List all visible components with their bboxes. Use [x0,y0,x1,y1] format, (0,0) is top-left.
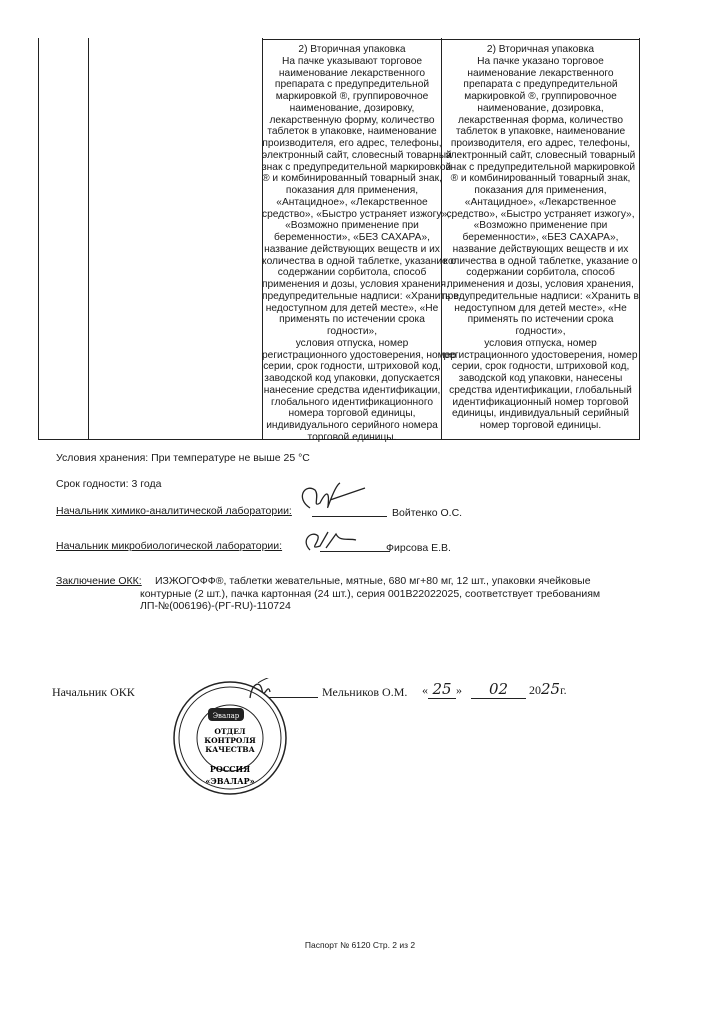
table-divider [88,38,89,440]
svg-text:КОНТРОЛЯ: КОНТРОЛЯ [204,736,256,745]
storage-conditions: Условия хранения: При температуре не выше 25 °С [56,452,310,464]
svg-text:«ЭВАЛАР»: «ЭВАЛАР» [205,776,255,786]
svg-text:РОССИЯ: РОССИЯ [209,764,251,774]
cell-line: «Возможно применение при [473,220,608,232]
cell-line: знак с предупредительной маркировкой [445,161,636,173]
cell-line: средства идентификации, глобальный [449,384,632,396]
chem-lab-label: Начальник химико-аналитической лаборатории: [56,505,292,517]
cell-line: условия отпуска, номер [484,337,597,349]
cell-line: нанесение средства идентификации, [263,384,441,396]
conclusion-label: Заключение ОКК: [56,575,142,587]
okk-head-label: Начальник ОКК [52,685,135,699]
signature-line [320,551,390,552]
cell-line: показания для применения, [285,185,419,196]
company-stamp [170,678,300,798]
table-top-border [262,39,640,40]
cell-line: предупредительные надписи: «Хранить в [442,290,639,302]
chem-lab-name: Войтенко О.С. [392,507,463,519]
cell-line: 2) Вторичная упаковка [298,44,406,55]
cell-line: номер торговой единицы. [479,420,602,431]
stamp-logo: Эвалар [212,712,240,720]
cell-line: препарата с предупредительной [274,79,430,91]
sign-date: « 25 » 02 2025г. [422,680,567,698]
cell-line: наименование лекарственного [278,67,426,79]
cell-line: производителя, его адрес, телефоны, [262,138,442,149]
cell-line: применения и дозы, условия хранения, [262,279,449,290]
cell-line: индивидуального серийного номера [266,420,438,431]
cell-line: средство», «Быстро устраняет изжогу», [446,208,635,220]
cell-line: «Возможно применение при [285,220,419,232]
cell-line: знак с предупредительной маркировкой [262,161,452,173]
cell-line: ® и комбинированный товарный знак, [450,173,631,185]
cell-line: название действующих веществ и их [452,243,629,255]
cell-line: заводской код упаковки, допускается [264,373,440,384]
signature-line [312,516,387,517]
cell-line: средство», «Быстро устраняет изжогу», [262,208,451,220]
cell-line: регистрационного удостоверения, номер [443,349,638,361]
cell-line: название действующих веществ и их [264,243,440,255]
cell-line: беременности», «БЕЗ САХАРА», [274,232,430,243]
cell-line: На пачке указывают торговое [281,55,423,67]
cell-line: таблеток в упаковке, наименование [455,126,626,138]
cell-line: серии, срок годности, штриховой код, [263,361,441,373]
cell-line: показания для применения, [474,185,607,196]
cell-line: содержании сорбитола, способ [277,267,427,279]
cell-line: номера торговой единицы, [288,408,416,420]
cell-line: маркировкой ®, группировочное [275,91,429,102]
signature-line [268,697,318,698]
cell-line: беременности», «БЕЗ САХАРА», [462,232,619,243]
cell-line: регистрационного удостоверения, номер [262,349,457,361]
cell-line: недоступном для детей месте», «Не [454,302,627,314]
conclusion-text: ИЗЖОГОФФ®, таблетки жевательные, мятные, 680 мг+80 мг, 12 шт., упаковки ячейковые контурные (2 шт.), пачка картонная (24 шт.), серия 001B22022025, соответствует требованиям ЛП-№(006196)-(РГ-RU)-110724 [140,575,601,612]
cell-line: торговой единицы. [307,431,397,443]
cell-line: электронный сайт, словесный товарный [262,149,452,161]
cell-line: наименование лекарственного [467,67,614,79]
cell-line: 2) Вторичная упаковка [486,44,595,55]
okk-head-name: Мельников О.М. [322,685,408,699]
cell-line: годности», [326,326,378,337]
cell-line: ® и комбинированный товарный знак, [262,173,442,185]
cell-line: препарата с предупредительной [463,79,618,91]
cell-line: маркировкой ®, группировочное [464,91,617,102]
cell-line: условия отпуска, номер [295,337,409,349]
cell-line: лекарственная форма, количество [458,114,623,126]
cell-line: серии, срок годности, штриховой код, [451,361,630,373]
cell-line: применять по истечении срока [467,314,614,326]
cell-line: количества в одной таблетке, указание о [262,255,457,267]
cell-line: наименование, дозировку, [289,102,415,114]
svg-text:КАЧЕСТВА: КАЧЕСТВА [205,745,255,754]
cell-line: годности», [515,326,566,337]
cell-line: наименование, дозировка, [477,102,604,114]
cell-line: «Антацидное», «Лекарственное [276,196,428,208]
cell-line: единицы, индивидуальный серийный [451,408,630,420]
cell-line: предупредительные надписи: «Хранить в [262,290,459,302]
cell-line: заводской код упаковки, нанесены [458,373,623,384]
cell-line: производителя, его адрес, телефоны, [450,138,631,149]
micro-lab-name: Фирсова Е.В. [386,542,451,554]
cell-line: количества в одной таблетке, указание о [443,255,638,267]
cell-line: недоступном для детей месте», «Не [265,302,439,314]
cell-line: глобального идентификационного [271,396,433,408]
cell-line: содержании сорбитола, способ [466,267,615,279]
cell-line: применения и дозы, условия хранения, [447,279,634,290]
table-cell-actual [441,44,640,432]
cell-line: таблеток в упаковке, наименование [267,126,437,138]
cell-line: лекарственную форму, количество [269,114,435,126]
cell-line: электронный сайт, словесный товарный [445,149,636,161]
signature-voitenko [290,478,370,518]
page-footer: Паспорт № 6120 Стр. 2 из 2 [304,940,416,950]
shelf-life: Срок годности: 3 года [56,478,162,490]
cell-line: применять по истечении срока [279,314,425,326]
table-cell-requirement [262,44,459,444]
micro-lab-label: Начальник микробиологической лаборатории: [56,540,283,552]
svg-text:ОТДЕЛ: ОТДЕЛ [214,727,246,736]
cell-line: идентификационный номер торговой [452,396,629,408]
cell-line: На пачке указано торговое [477,55,604,67]
cell-line: «Антацидное», «Лекарственное [464,196,617,208]
